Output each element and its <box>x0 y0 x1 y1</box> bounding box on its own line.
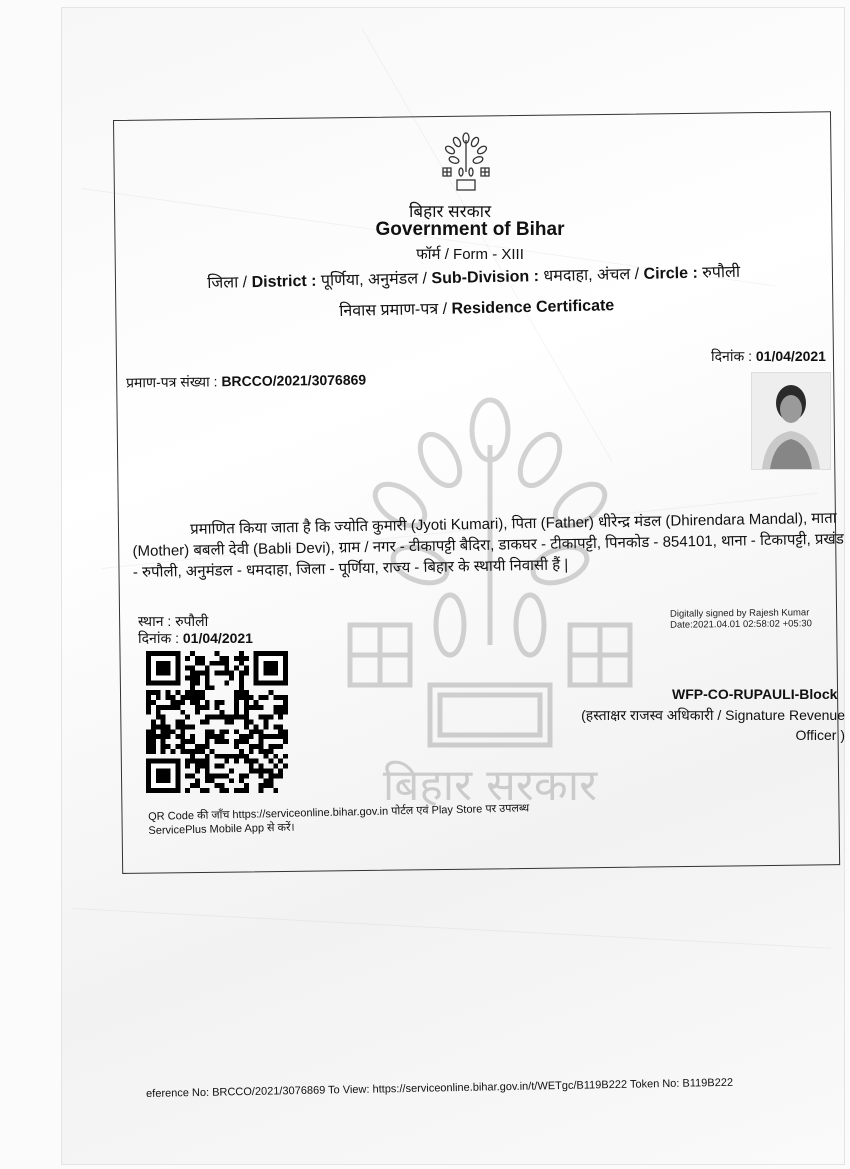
district-value: पूर्णिया, अनुमंडल / <box>316 270 432 290</box>
digital-signature <box>670 607 812 630</box>
govt-name-hindi: बिहार सरकार <box>408 202 492 221</box>
subdivision-label: Sub-Division : <box>431 268 540 288</box>
date-value: 01/04/2021 <box>755 348 826 364</box>
circle-label: Circle : <box>643 264 698 283</box>
form-number: फॉर्म / Form - XIII <box>416 246 524 263</box>
bihar-emblem-icon <box>437 130 495 194</box>
qr-caption: QR Code की जाँच https://serviceonline.bihar.gov.in पोर्टल एवं Play Store पर उपलब्ध ServicePlus Mobile App से करें। <box>148 802 530 837</box>
certificate-number-value: BRCCO/2021/3076869 <box>221 371 367 390</box>
district-label-hindi: जिला / <box>207 274 252 292</box>
date-label: दिनांक : <box>711 348 756 364</box>
certificate-number-label: प्रमाण-पत्र संख्या : <box>125 373 222 391</box>
certificate-body: प्रमाणित किया जाता है कि ज्योति कुमारी (Jyoti Kumari), पिता (Father) धीरेन्द्र मंडल (Dhirendara Mandal), माता (Mother) बबली देवी (Babli Devi), ग्राम / नगर - टीकापट्टी बैदिरा, डाकघर - टीकापट्टी, पिनकोड - 854101, थाना - टिकापट्टी, प्रखंड - रुपौली, अनुमंडल - धमदाहा, जिला - पूर्णिया, राज्य - बिहार के स्थायी निवासी हैं | <box>132 509 844 581</box>
place-label: स्थान : <box>138 613 176 629</box>
subdivision-value: धमदाहा, अंचल / <box>538 265 644 286</box>
issuing-block: WFP-CO-RUPAULI-Block <box>672 686 838 702</box>
digital-signature-date: Date:2021.04.01 02:58:02 +05:30 <box>670 618 812 631</box>
certificate-title-english: Residence Certificate <box>451 297 615 318</box>
signatory-title: (हस्ताक्षर राजस्व अधिकारी / Signature Revenue Officer ) <box>581 707 845 743</box>
certificate-title-hindi: निवास प्रमाण-पत्र / <box>339 300 452 320</box>
issue-date-bottom <box>138 629 253 648</box>
date-label-bottom: दिनांक : <box>138 630 183 646</box>
bihar-emblem-watermark-icon <box>330 395 650 815</box>
footer-reference: eference No: BRCCO/2021/3076869 To View: https://serviceonline.bihar.gov.in/t/WETgc/B119B222 Token No: B119B222 <box>146 1076 734 1100</box>
date-value-bottom: 01/04/2021 <box>182 630 253 646</box>
circle-value: रुपौली <box>697 263 741 282</box>
govt-name-english: Government of Bihar <box>375 219 565 240</box>
watermark-text: बिहार सरकार <box>382 760 598 811</box>
place-value: रुपौली <box>175 613 209 629</box>
issue-date-top <box>711 347 826 366</box>
digital-signature-name: Digitally signed by Rajesh Kumar <box>669 607 810 620</box>
applicant-photo <box>751 372 831 470</box>
qr-code[interactable] <box>146 651 288 793</box>
certificate-number <box>126 371 366 393</box>
district-label: District : <box>251 272 317 292</box>
